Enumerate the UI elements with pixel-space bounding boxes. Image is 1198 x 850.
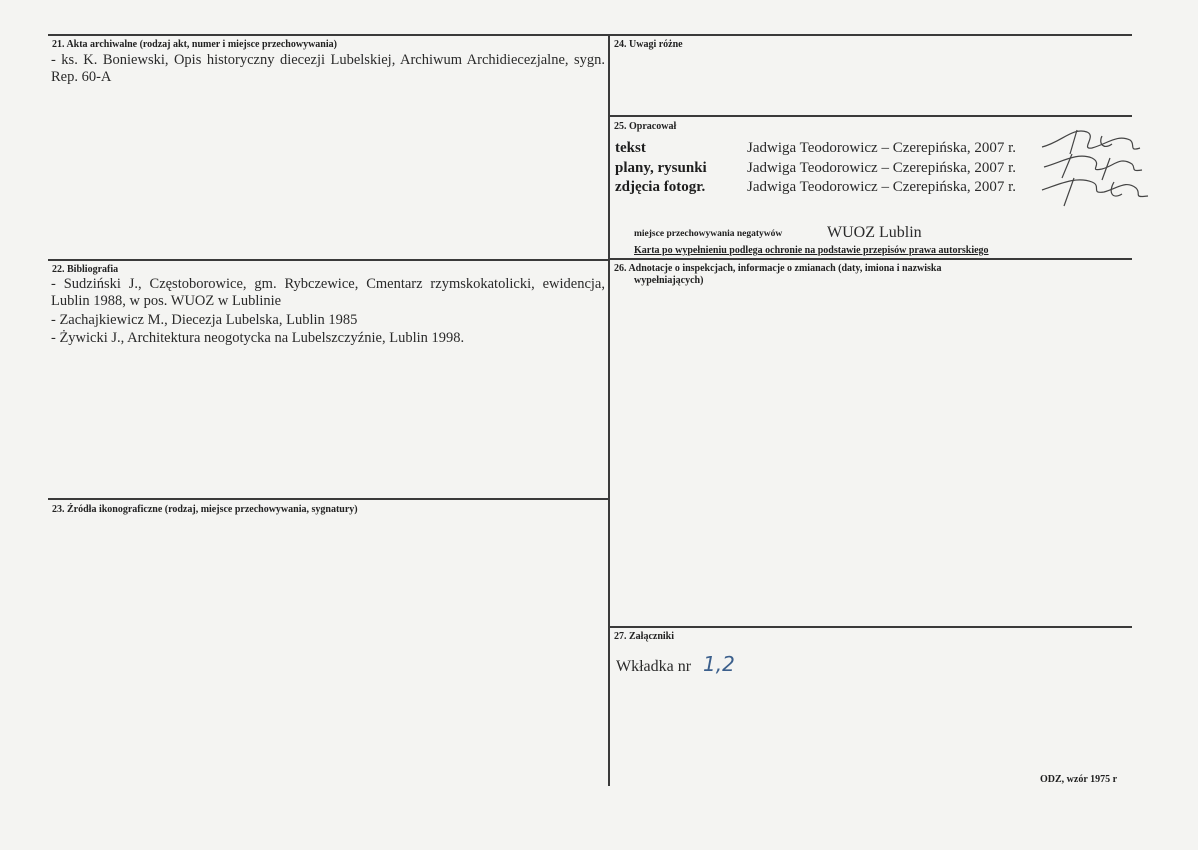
- role-label-photos: zdjęcia fotogr.: [615, 179, 706, 195]
- section-26-label-cont: wypełniających): [634, 275, 704, 286]
- section-26-label: 26. Adnotacje o inspekcjach, informacje o zmianach (daty, imiona i nazwiska: [614, 263, 942, 274]
- section-25-label: 25. Opracował: [614, 121, 677, 132]
- section-21-text: - ks. K. Boniewski, Opis historyczny diecezji Lubelskiej, Archiwum Archidiecezjalne, sygn. Rep. 60-A: [51, 52, 605, 85]
- bibliography-item: - Sudziński J., Częstoborowice, gm. Rybczewice, Cmentarz rzymskokatolicki, ewidencja, Lublin 1988, w pos. WUOZ w Lublinie: [51, 276, 605, 309]
- handwritten-signature: [1032, 122, 1162, 212]
- top-border-line: [48, 34, 1132, 36]
- divider-26-27: [608, 626, 1132, 628]
- center-divider-line: [608, 34, 610, 786]
- divider-22-23: [48, 498, 610, 500]
- attachment-text: Wkładka nr: [616, 658, 692, 675]
- negatives-location-value: WUOZ Lublin: [827, 224, 922, 241]
- bibliography-item: - Zachajkiewicz M., Diecezja Lubelska, Lublin 1985: [51, 312, 358, 328]
- role-label-drawings: plany, rysunki: [615, 160, 707, 176]
- copyright-note: Karta po wypełnieniu podlega ochronie na podstawie przepisów prawa autorskiego: [634, 245, 989, 256]
- attachment-handwritten-numbers: 1,2: [703, 652, 735, 676]
- section-24-label: 24. Uwagi różne: [614, 39, 683, 50]
- author-value-drawings: Jadwiga Teodorowicz – Czerepińska, 2007 r.: [747, 160, 1017, 176]
- divider-24-25: [608, 115, 1132, 117]
- section-22-label: 22. Bibliografia: [52, 264, 119, 275]
- negatives-location-label: miejsce przechowywania negatywów: [634, 229, 783, 239]
- section-21-label: 21. Akta archiwalne (rodzaj akt, numer i miejsce przechowywania): [52, 39, 337, 50]
- author-value-photos: Jadwiga Teodorowicz – Czerepińska, 2007 r.: [747, 179, 1017, 195]
- author-value-text: Jadwiga Teodorowicz – Czerepińska, 2007 r.: [747, 140, 1017, 156]
- section-27-label: 27. Załączniki: [614, 631, 675, 642]
- bibliography-item: - Żywicki J., Architektura neogotycka na Lubelszczyźnie, Lublin 1998.: [51, 330, 465, 346]
- form-footer: ODZ, wzór 1975 r: [1040, 774, 1118, 785]
- divider-25-26: [608, 258, 1132, 260]
- role-label-text: tekst: [615, 140, 646, 156]
- section-23-label: 23. Źródła ikonograficzne (rodzaj, miejsce przechowywania, sygnatury): [52, 504, 358, 515]
- divider-21-22: [48, 259, 610, 261]
